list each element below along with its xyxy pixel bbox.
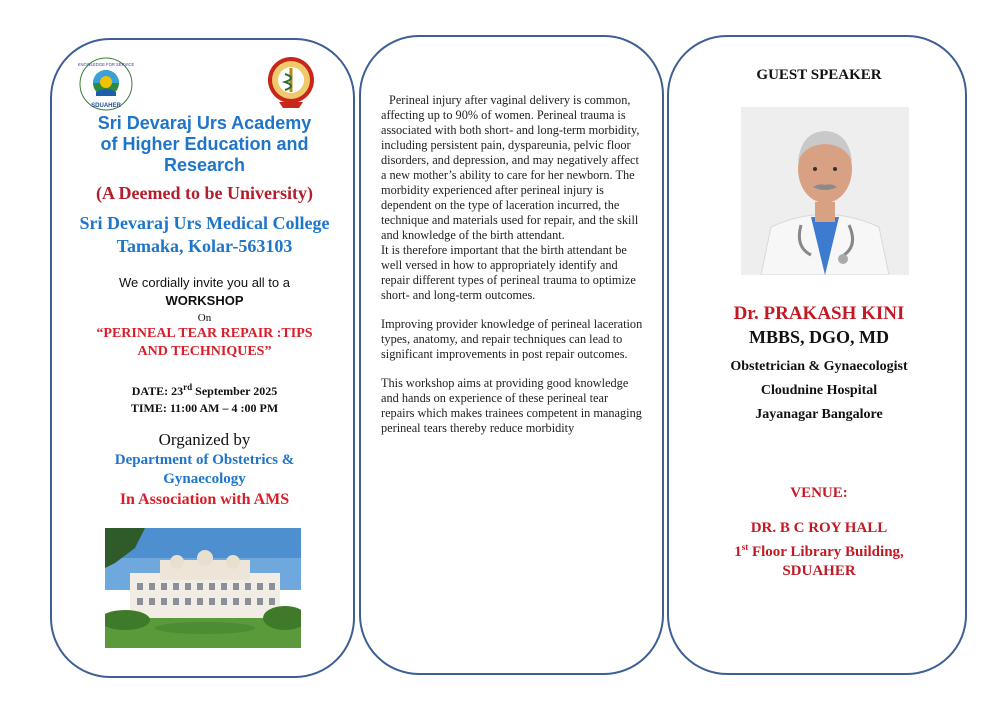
organized-by: Organized by	[158, 430, 251, 449]
on-label: On	[197, 312, 212, 324]
academy-name	[52, 113, 357, 176]
university-logo	[78, 56, 134, 112]
middle-panel	[359, 35, 664, 675]
workshop-title	[52, 325, 357, 361]
building-photo	[105, 528, 301, 648]
college-line-1: Sri Devaraj Urs Medical College	[79, 213, 330, 233]
department	[52, 451, 357, 489]
logo-text-bottom: SDUAHER	[91, 103, 121, 109]
speaker-location: Jayanagar Bangalore	[755, 407, 883, 422]
speaker-degrees: MBBS, DGO, MD	[748, 327, 889, 347]
deemed-university: (A Deemed to be University)	[96, 183, 313, 203]
speaker-name: Dr. PRAKASH KINI	[733, 303, 905, 324]
paragraph-4: This workshop aims at providing good knowledge and hands on experience of these perineal tear repairs which makes trainees competent in managing perineal tears thereby reduce morbidity	[381, 376, 642, 435]
date-time	[52, 379, 357, 417]
dept-line-1: Department of Obstetrics &	[114, 452, 295, 468]
college-name	[52, 212, 357, 258]
description-text	[381, 93, 643, 436]
speaker-portrait	[741, 107, 909, 275]
logo-text-top: KNOWLEDGE FOR SERVICE	[78, 62, 134, 67]
paragraph-3: Improving provider knowledge of perineal laceration types, anatomy, and repair techniques can lead to significant improvements in post repair outcomes.	[381, 317, 643, 361]
speaker-hospital: Cloudnine Hospital	[760, 383, 878, 398]
invite-text: We cordially invite you all to a	[118, 275, 290, 290]
title-line-1: “PERINEAL TEAR REPAIR :TIPS	[96, 326, 313, 341]
guest-speaker-heading: GUEST SPEAKER	[756, 67, 882, 83]
title-line-2: AND TECHNIQUES”	[137, 344, 272, 359]
left-panel	[50, 38, 355, 678]
workshop-label: WORKSHOP	[165, 293, 244, 308]
association: In Association with AMS	[119, 491, 290, 508]
academy-line-3: Research	[163, 155, 246, 175]
venue-line-2: 1st Floor Library Building,	[734, 542, 904, 560]
venue-details	[669, 519, 969, 581]
paragraph-2: It is therefore important that the birth attendant be well versed in how to appropriately identify and repair different types of perineal trauma to optimize short- and long-term outcomes.	[381, 243, 636, 302]
venue-line-1: DR. B C ROY HALL	[750, 520, 888, 536]
venue-heading: VENUE:	[790, 485, 848, 501]
paragraph-1: Perineal injury after vaginal delivery is common, affecting up to 90% of women. Perineal trauma is associated with both short- and long-term morbidity, including persistent pain, dyspareunia, pelvic floor disorders, and depression, and may negatively affect a new mother’s ability to care for her newborn. The morbidity experienced after perineal injury is dependent on the type of laceration incurred, the technique and materials used for repair, and the skill and knowledge of the birth attendant.	[381, 93, 640, 242]
date-line: DATE: 23rd September 2025	[131, 382, 278, 398]
academy-line-2: of Higher Education and	[100, 134, 309, 154]
college-line-2: Tamaka, Kolar-563103	[116, 236, 293, 256]
college-logo	[265, 54, 321, 110]
right-panel	[667, 35, 967, 675]
venue-line-3: SDUAHER	[782, 563, 856, 579]
dept-line-2: Gynaecology	[163, 471, 246, 487]
time-line: TIME: 11:00 AM – 4 :00 PM	[130, 401, 279, 415]
speaker-role: Obstetrician & Gynaecologist	[730, 359, 908, 374]
academy-line-1: Sri Devaraj Urs Academy	[97, 113, 312, 133]
